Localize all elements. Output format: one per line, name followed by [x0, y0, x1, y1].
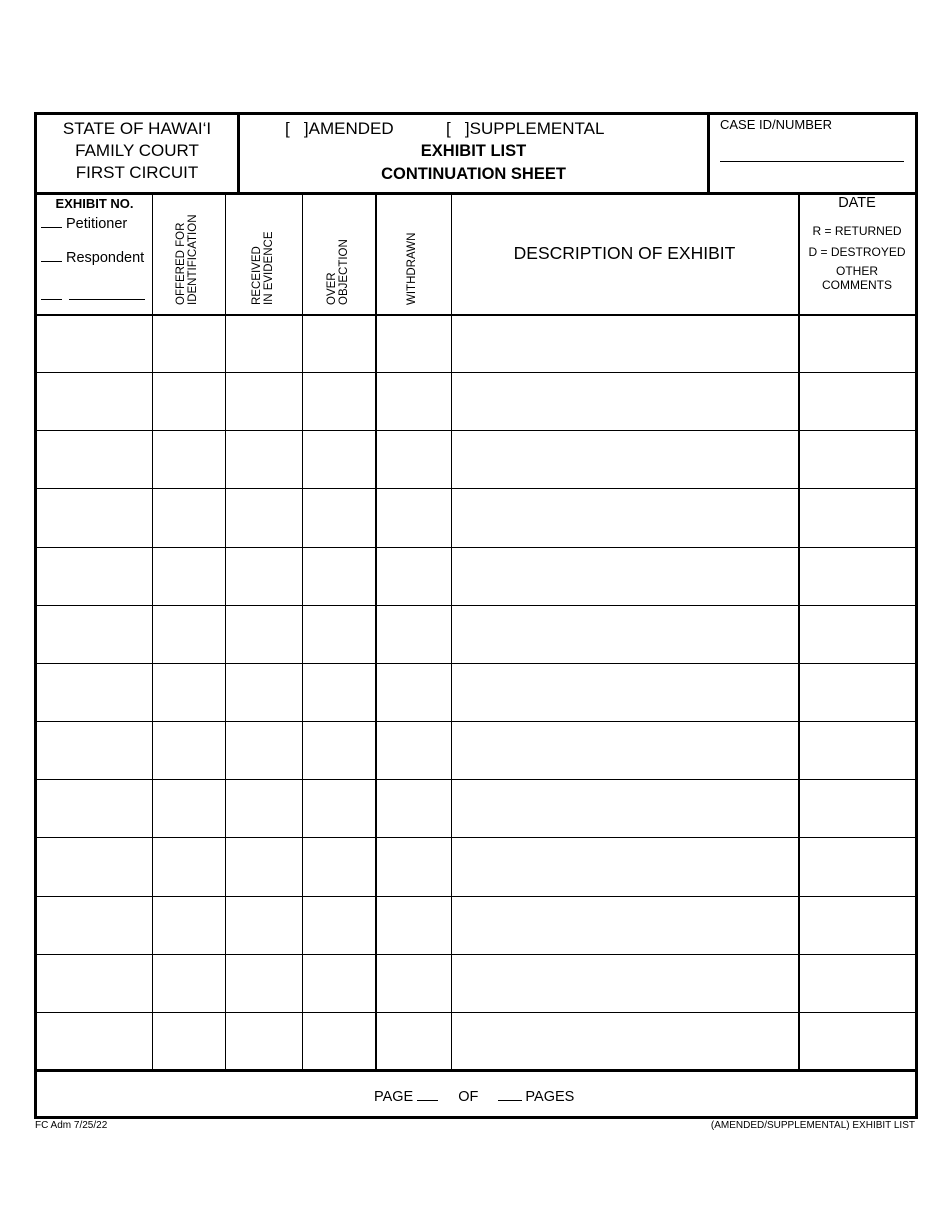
divider [34, 1069, 918, 1072]
court-name [37, 118, 237, 184]
row-divider [34, 372, 918, 373]
table-row[interactable] [37, 956, 915, 1012]
pages-label: PAGES [525, 1089, 575, 1105]
row-divider [34, 1012, 918, 1013]
table-row[interactable] [37, 839, 915, 895]
row-divider [34, 837, 918, 838]
exhibit-no-header: EXHIBIT NO. [55, 196, 134, 211]
divider [707, 112, 710, 194]
row-divider [34, 721, 918, 722]
table-row[interactable] [37, 898, 915, 954]
subtitle: CONTINUATION SHEET [381, 165, 566, 183]
table-row[interactable] [37, 374, 915, 430]
table-row[interactable] [37, 607, 915, 663]
row-divider [34, 605, 918, 606]
row-divider [34, 430, 918, 431]
supplemental-checkbox[interactable] [446, 118, 604, 140]
row-divider [34, 779, 918, 780]
case-id-label: CASE ID/NUMBER [720, 117, 832, 132]
table-row[interactable] [37, 665, 915, 721]
court-line: STATE OF HAWAI‘I [62, 119, 212, 138]
returned-legend: R = RETURNED [812, 224, 902, 238]
court-line: FAMILY COURT [75, 141, 199, 160]
amended-label: AMENDED [308, 119, 394, 138]
supplemental-label: SUPPLEMENTAL [469, 119, 605, 138]
table-row[interactable] [37, 781, 915, 837]
form-title [240, 140, 707, 186]
form-name: (AMENDED/SUPPLEMENTAL) EXHIBIT LIST [710, 1120, 915, 1131]
table-row[interactable] [37, 1014, 915, 1070]
row-divider [34, 488, 918, 489]
table-row[interactable] [37, 723, 915, 779]
row-divider [34, 547, 918, 548]
checkbox-bracket: [ ] [285, 119, 309, 138]
total-pages-blank[interactable] [498, 1100, 522, 1101]
other-comments-legend: OTHER COMMENTS [822, 264, 892, 292]
destroyed-legend: D = DESTROYED [808, 245, 906, 259]
withdrawn-header: WITHDRAWN [406, 232, 418, 305]
row-divider [34, 663, 918, 664]
offered-header: OFFERED FOR IDENTIFICATION [175, 214, 199, 305]
petitioner-label: Petitioner [66, 216, 128, 232]
table-row[interactable] [37, 490, 915, 546]
form-id: FC Adm 7/25/22 [35, 1120, 108, 1131]
table-row[interactable] [37, 316, 915, 372]
respondent-option[interactable] [41, 250, 144, 266]
table-row[interactable] [37, 549, 915, 605]
amended-checkbox[interactable] [285, 118, 394, 140]
date-header: DATE [838, 195, 876, 211]
over-objection-header: OVER OBJECTION [326, 239, 350, 305]
other-party-blank[interactable] [41, 299, 62, 300]
page-number-blank[interactable] [417, 1100, 438, 1101]
page-count [374, 1089, 574, 1105]
checkbox-bracket: [ ] [446, 119, 470, 138]
court-line: FIRST CIRCUIT [75, 163, 199, 182]
description-header: DESCRIPTION OF EXHIBIT [513, 243, 736, 263]
row-divider [34, 896, 918, 897]
petitioner-option[interactable] [41, 216, 127, 232]
other-party-name-blank[interactable] [69, 299, 145, 300]
table-row[interactable] [37, 432, 915, 488]
received-header: RECEIVED IN EVIDENCE [251, 231, 275, 305]
page-label: PAGE [374, 1089, 414, 1105]
of-label: OF [458, 1089, 479, 1105]
case-id-field[interactable] [720, 144, 904, 162]
respondent-label: Respondent [66, 250, 145, 266]
divider [34, 192, 918, 195]
title: EXHIBIT LIST [420, 142, 527, 160]
row-divider [34, 954, 918, 955]
